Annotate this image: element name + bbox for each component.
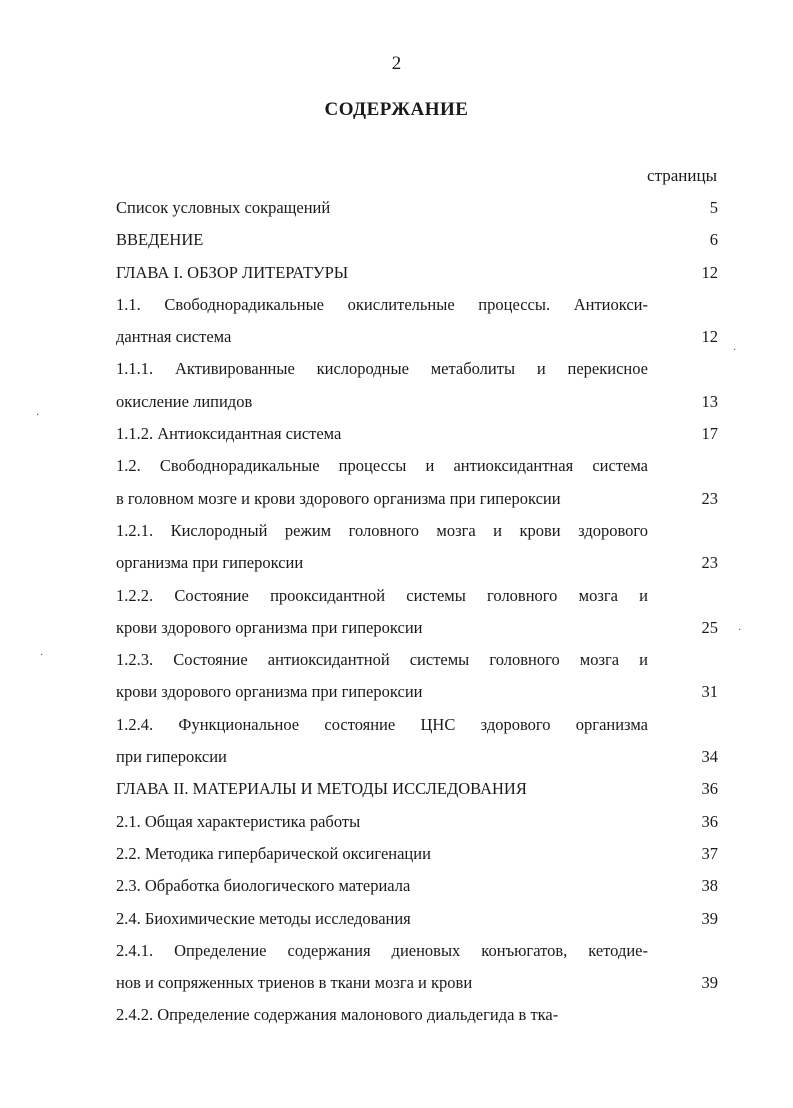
toc-entry-line: 1.1.2. Антиоксидантная система <box>116 424 342 444</box>
toc-entry-line: ГЛАВА II. МАТЕРИАЛЫ И МЕТОДЫ ИССЛЕДОВАНИЯ <box>116 779 527 799</box>
toc-entry-line: 2.4.2. Определение содержания малонового диальдегида в тка- <box>116 1005 559 1025</box>
toc-entry <box>116 228 718 260</box>
pages-column-header: страницы <box>647 166 717 185</box>
toc-entry <box>116 907 718 939</box>
toc-entry-line: 1.2.1. Кислородный режим головного мозга и крови здорового <box>116 520 648 540</box>
toc-entry <box>116 939 718 1004</box>
table-of-contents <box>116 196 718 1036</box>
scan-speck: · <box>36 410 40 421</box>
toc-entry-page-number: 37 <box>701 843 718 863</box>
toc-entry-line: организма при гипероксии <box>116 553 304 573</box>
toc-entry-page-number: 5 <box>709 198 718 217</box>
toc-entry-title <box>116 842 688 874</box>
toc-entry-title <box>116 519 688 584</box>
toc-entry-page-number: 34 <box>701 747 718 767</box>
toc-entry-page-number: 6 <box>709 230 718 250</box>
toc-entry-page-number: 25 <box>701 617 718 637</box>
toc-entry <box>116 584 718 649</box>
toc-entry-title <box>116 1003 688 1035</box>
toc-entry <box>116 261 718 293</box>
toc-entry <box>116 422 718 454</box>
toc-entry-line: 1.1. Свободнорадикальные окислительные процессы. Антиокси- <box>116 294 648 314</box>
toc-entry-title <box>116 261 688 293</box>
scan-speck: · <box>40 650 44 661</box>
toc-entry-title <box>116 293 688 358</box>
toc-entry-line: крови здорового организма при гипероксии <box>116 682 423 702</box>
toc-entry-title <box>116 874 688 906</box>
toc-entry-line: 2.1. Общая характеристика работы <box>116 811 361 831</box>
toc-entry-line: 1.2.3. Состояние антиоксидантной системы головного мозга и <box>116 650 648 670</box>
toc-entry-line: ГЛАВА I. ОБЗОР ЛИТЕРАТУРЫ <box>116 262 349 282</box>
toc-entry-line: 2.2. Методика гипербарической оксигенации <box>116 843 431 863</box>
toc-entry-page-number: 39 <box>701 908 718 928</box>
toc-entry-page-number: 39 <box>701 973 718 993</box>
toc-entry-line: в головном мозге и крови здорового организма при гипероксии <box>116 488 561 508</box>
toc-entry-line: 2.4.1. Определение содержания диеновых конъюгатов, кетодие- <box>116 940 648 960</box>
toc-entry-title <box>116 777 688 809</box>
toc-entry <box>116 810 718 842</box>
toc-entry-title <box>116 196 688 228</box>
toc-entry-page-number: 12 <box>701 262 718 282</box>
toc-entry-line: дантная система <box>116 327 232 347</box>
toc-entry-line: 1.2. Свободнорадикальные процессы и антиоксидантная система <box>116 456 648 476</box>
toc-entry <box>116 842 718 874</box>
toc-entry-line: нов и сопряженных триенов в ткани мозга и крови <box>116 973 473 993</box>
toc-entry-line: ВВЕДЕНИЕ <box>116 230 204 250</box>
toc-entry-title <box>116 939 688 1004</box>
toc-entry-line: Список условных сокращений <box>116 198 331 217</box>
toc-entry <box>116 293 718 358</box>
toc-entry-page-number: 38 <box>701 876 718 896</box>
toc-entry-title <box>116 648 688 713</box>
toc-entry-page-number <box>688 1003 718 1035</box>
toc-entry-line: окисление липидов <box>116 391 253 411</box>
toc-entry-title <box>116 357 688 422</box>
toc-entry-title <box>116 422 688 454</box>
toc-entry <box>116 713 718 778</box>
toc-entry-page-number: 13 <box>701 391 718 411</box>
toc-entry <box>116 357 718 422</box>
toc-entry-title <box>116 584 688 649</box>
toc-entry-title <box>116 907 688 939</box>
toc-entry-page-number: 23 <box>701 553 718 573</box>
toc-entry <box>116 777 718 809</box>
toc-entry-page-number: 31 <box>701 682 718 702</box>
toc-entry <box>116 1003 718 1035</box>
toc-entry-line: 1.2.4. Функциональное состояние ЦНС здорового организма <box>116 714 648 734</box>
toc-entry <box>116 196 718 228</box>
toc-entry-line: 2.3. Обработка биологического материала <box>116 876 411 896</box>
page-title: СОДЕРЖАНИЕ <box>324 99 469 120</box>
toc-entry <box>116 454 718 519</box>
toc-entry-page-number: 17 <box>701 424 718 444</box>
toc-entry <box>116 874 718 906</box>
toc-entry-line: 1.1.1. Активированные кислородные метаболиты и перекисное <box>116 359 648 379</box>
toc-entry <box>116 648 718 713</box>
toc-entry-page-number: 36 <box>701 779 718 799</box>
toc-entry-page-number: 36 <box>701 811 718 831</box>
toc-entry-page-number: 12 <box>701 327 718 347</box>
toc-entry <box>116 519 718 584</box>
scan-speck: · <box>733 345 737 356</box>
scan-speck: · <box>738 625 742 636</box>
toc-entry-title <box>116 713 688 778</box>
toc-entry-title <box>116 810 688 842</box>
toc-entry-line: при гипероксии <box>116 747 227 767</box>
toc-entry-title <box>116 228 688 260</box>
toc-entry-line: крови здорового организма при гипероксии <box>116 617 423 637</box>
toc-entry-page-number: 23 <box>701 488 718 508</box>
toc-entry-line: 2.4. Биохимические методы исследования <box>116 908 411 928</box>
toc-entry-title <box>116 454 688 519</box>
page-number: 2 <box>391 53 402 74</box>
toc-entry-line: 1.2.2. Состояние прооксидантной системы головного мозга и <box>116 585 648 605</box>
